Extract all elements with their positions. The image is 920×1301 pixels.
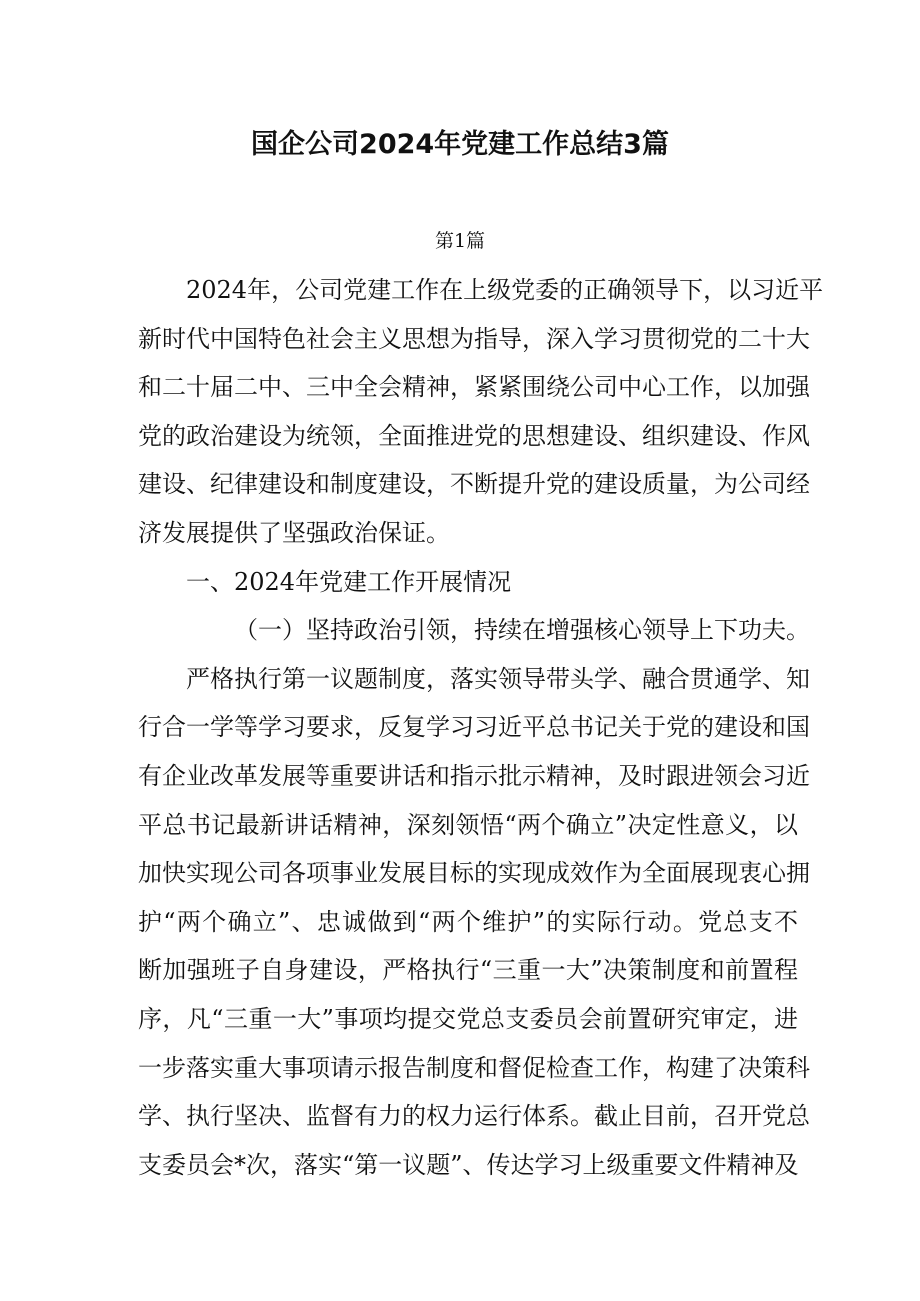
paragraph-line: 加快实现公司各项事业发展目标的实现成效作为全面展现衷心拥 [138, 859, 810, 888]
paragraph-line: 一步落实重大事项请示报告制度和督促检查工作，构建了决策科 [138, 1053, 810, 1082]
document-title: 国企公司2024年党建工作总结3篇 [251, 129, 669, 160]
paragraph-line: 平总书记最新讲话精神，深刻领悟“两个确立”决定性意义，以 [138, 810, 798, 839]
paragraph-line: 学、执行坚决、监督有力的权力运行体系。截止目前，召开党总 [138, 1102, 810, 1131]
paragraph-line: 严格执行第一议题制度，落实领导带头学、融合贯通学、知 [186, 664, 810, 693]
paragraph-line: 和二十届二中、三中全会精神，紧紧围绕公司中心工作，以加强 [138, 373, 810, 402]
subsection-heading: （一）坚持政治引领，持续在增强核心领导上下功夫。 [234, 616, 810, 645]
part-label: 第1篇 [434, 230, 486, 252]
paragraph-line: 济发展提供了坚强政治保证。 [138, 518, 450, 547]
paragraph-line: 护“两个确立”、忠诚做到“两个维护”的实际行动。党总支不 [138, 907, 798, 936]
section-heading: 一、2024年党建工作开展情况 [186, 567, 512, 596]
paragraph-line: 行合一学等学习要求，反复学习习近平总书记关于党的建设和国 [138, 713, 810, 742]
paragraph-line: 2024年，公司党建工作在上级党委的正确领导下，以习近平 [186, 276, 824, 304]
paragraph-line: 有企业改革发展等重要讲话和指示批示精神，及时跟进领会习近 [138, 761, 810, 790]
paragraph-line: 序，凡“三重一大”事项均提交党总支委员会前置研究审定，进 [138, 1004, 798, 1033]
paragraph-line: 断加强班子自身建设，严格执行“三重一大”决策制度和前置程 [138, 956, 798, 985]
body-text [138, 266, 824, 1189]
paragraph-line: 支委员会*次，落实“第一议题”、传达学习上级重要文件精神及 [138, 1150, 799, 1179]
paragraph-line: 新时代中国特色社会主义思想为指导，深入学习贯彻党的二十大 [138, 324, 810, 353]
paragraph-line: 建设、纪律建设和制度建设，不断提升党的建设质量，为公司经 [138, 470, 810, 499]
paragraph-line: 党的政治建设为统领，全面推进党的思想建设、组织建设、作风 [138, 421, 810, 450]
